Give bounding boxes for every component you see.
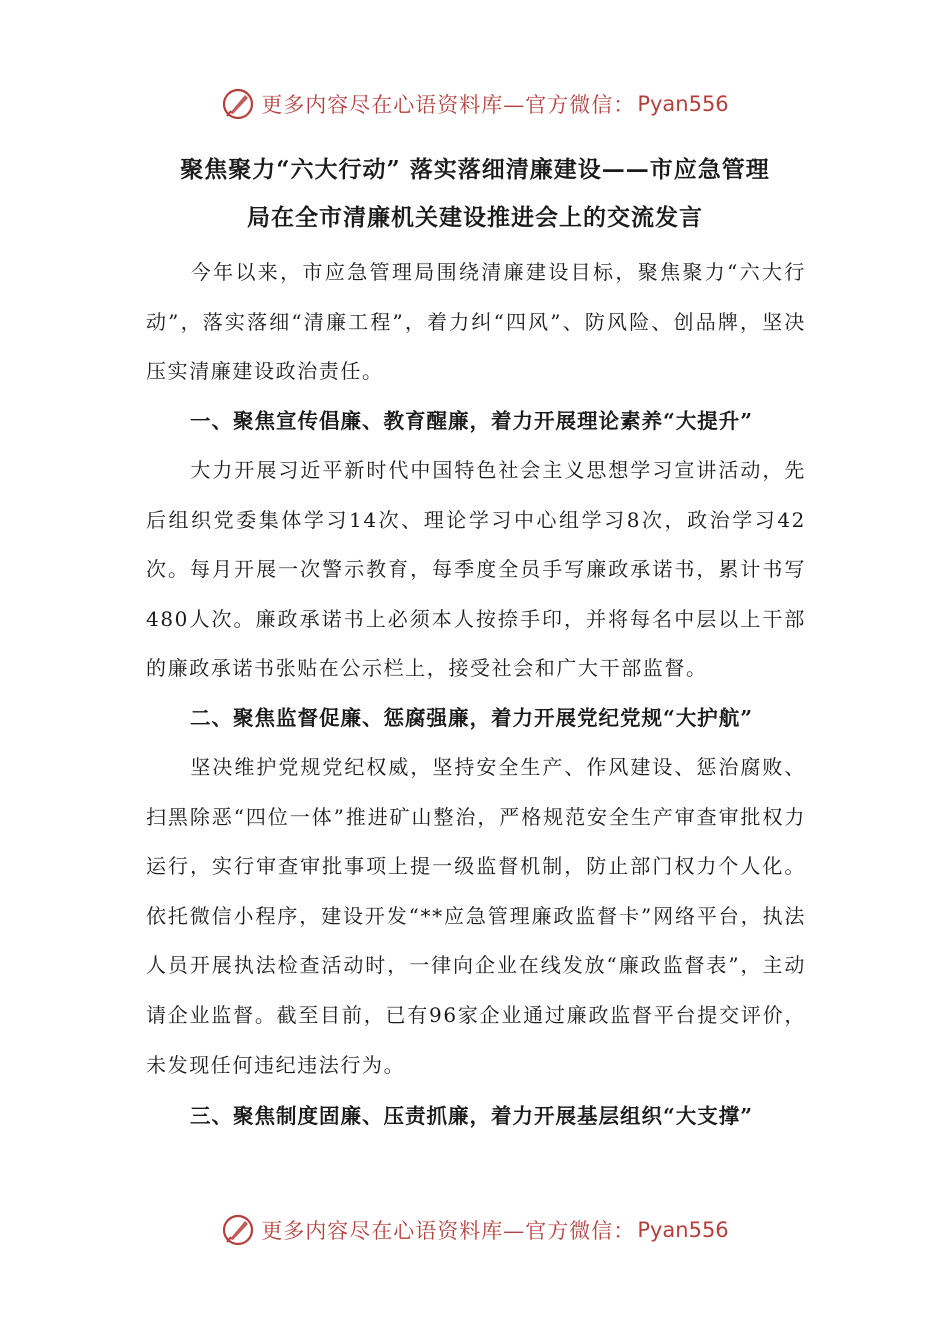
header-watermark	[0, 84, 950, 124]
quill-logo-icon	[221, 1213, 255, 1247]
section-1-heading: 一、聚焦宣传倡廉、教育醒廉，着力开展理论素养“大提升”	[190, 409, 754, 433]
section-3-heading: 三、聚焦制度固廉、压责抓廉，着力开展基层组织“大支撑”	[190, 1104, 754, 1128]
footer-watermark	[0, 1210, 950, 1250]
intro-paragraph	[146, 248, 806, 397]
document-title-line-1: 聚焦聚力“六大行动” 落实落细清廉建设——市应急管理	[180, 156, 770, 183]
section-2-heading: 二、聚焦监督促廉、惩腐强廉，着力开展党纪党规“大护航”	[190, 706, 754, 730]
watermark-wechat-id: Pyan556	[637, 1218, 729, 1242]
watermark-wechat-id: Pyan556	[637, 92, 729, 116]
section-1-paragraph	[146, 446, 806, 694]
section-2-paragraph	[146, 743, 806, 1090]
section-1-text: 大力开展习近平新时代中国特色社会主义思想学习宣讲活动，先后组织党委集体学习14次、理论学习中心组学习8次，政治学习42次。每月开展一次警示教育，每季度全员手写廉政承诺书，累计书写480人次。廉政承诺书上必须本人按捺手印，并将每名中层以上干部的廉政承诺书张贴在公示栏上，接受社会和广大干部监督。	[146, 458, 806, 681]
section-2-text: 坚决维护党规党纪权威，坚持安全生产、作风建设、惩治腐败、扫黑除恶“四位一体”推进矿山整治，严格规范安全生产审查审批权力运行，实行审查审批事项上提一级监督机制，防止部门权力个人化。依托微信小程序，建设开发“**应急管理廉政监督卡”网络平台，执法人员开展执法检查活动时，一律向企业在线发放“廉政监督表”，主动请企业监督。截至目前，已有96家企业通过廉政监督平台提交评价，未发现任何违纪违法行为。	[146, 755, 806, 1077]
watermark-text: 更多内容尽在心语资料库—官方微信：	[261, 1219, 636, 1243]
quill-logo-icon	[221, 87, 255, 121]
document-title-line-2: 局在全市清廉机关建设推进会上的交流发言	[247, 204, 703, 231]
intro-text: 今年以来，市应急管理局围绕清廉建设目标，聚焦聚力“六大行动”，落实落细“清廉工程”，着力纠“四风”、防风险、创品牌，坚决压实清廉建设政治责任。	[146, 260, 806, 384]
watermark-text: 更多内容尽在心语资料库—官方微信：	[261, 93, 636, 117]
